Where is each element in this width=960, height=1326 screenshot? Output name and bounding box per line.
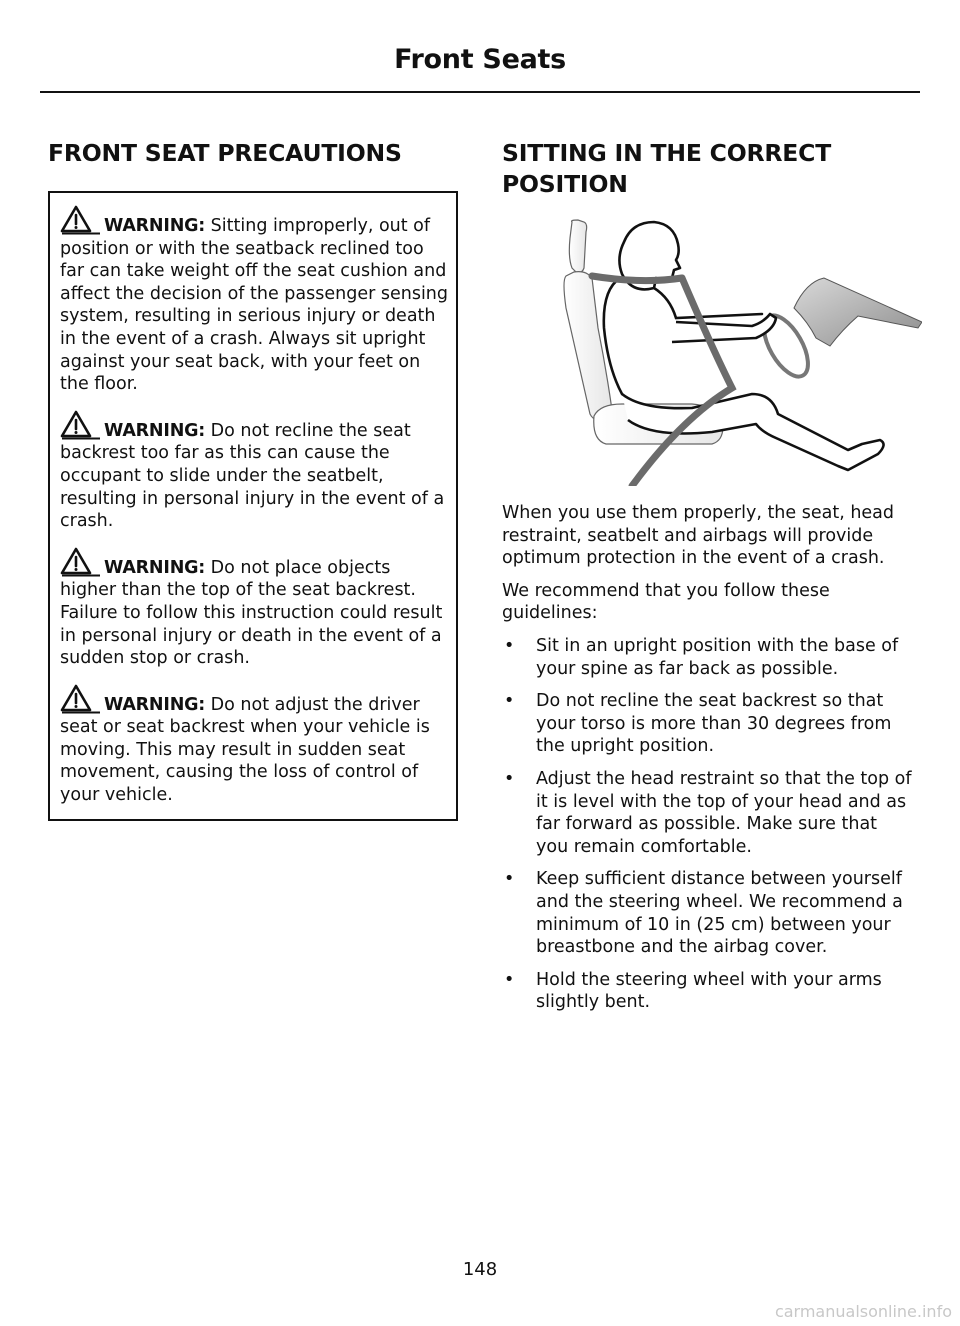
- warning-3: [60, 547, 448, 670]
- heading-line-1: SITTING IN THE CORRECT: [502, 139, 832, 167]
- page-title: Front Seats: [394, 44, 566, 75]
- bullet-dot: •: [504, 635, 515, 656]
- bullet-dot: •: [504, 969, 515, 990]
- warning-text: Sitting improperly, out of position or with the seatback reclined too far can take weight off the seat cushion and affect the decision of the passenger sensing system, resulting in serious injury or death in the event of a crash. Always sit upright against your seat back, with your feet on the floor.: [60, 216, 448, 395]
- right-column: [502, 138, 914, 1024]
- seated-driver-illustration: [562, 218, 922, 486]
- left-column: [48, 138, 458, 821]
- warning-triangle-icon: [60, 410, 100, 440]
- warning-triangle-icon: [60, 547, 100, 577]
- section-heading-front-seat-precautions: FRONT SEAT PRECAUTIONS: [48, 139, 402, 167]
- list-item: • Sit in an upright position with the base of your spine as far back as possible.: [504, 635, 899, 679]
- lead-paragraph: We recommend that you follow these guidelines:: [502, 580, 830, 624]
- warning-4: [60, 684, 448, 807]
- heading-line-2: POSITION: [502, 170, 628, 198]
- warning-text: Do not place objects higher than the top of the seat backrest. Failure to follow this instruction could result in personal injury or death in the event of a sudden stop or crash.: [60, 557, 443, 669]
- warning-text: Do not recline the seat backrest too far as this can cause the occupant to slide under the seatbelt, resulting in personal injury in the event of a crash.: [60, 420, 445, 532]
- warning-box: [48, 191, 458, 821]
- list-item: • Hold the steering wheel with your arms slightly bent.: [504, 969, 882, 1013]
- warning-1: [60, 205, 448, 396]
- list-item: • Adjust the head restraint so that the top of it is level with the top of your head and as far forward as possible. Make sure that you remain comfortable.: [504, 768, 912, 857]
- warning-text: Do not adjust the driver seat or seat backrest when your vehicle is moving. This may result in sudden seat movement, causing the loss of control of your vehicle.: [60, 694, 430, 806]
- header-divider: [40, 91, 920, 93]
- warning-triangle-icon: [60, 205, 100, 235]
- warning-2: [60, 410, 448, 533]
- bullet-dot: •: [504, 768, 515, 789]
- page-number: 148: [462, 1259, 498, 1280]
- list-item: • Do not recline the seat backrest so that your torso is more than 30 degrees from the upright position.: [504, 691, 892, 757]
- section-heading-sitting-position: [502, 138, 914, 200]
- guidelines-list: [502, 635, 914, 1014]
- warning-label: WARNING:: [104, 420, 206, 441]
- bullet-dot: •: [504, 869, 515, 890]
- warning-label: WARNING:: [104, 694, 206, 715]
- warning-label: WARNING:: [104, 216, 206, 236]
- list-item: • Keep sufficient distance between yourself and the steering wheel. We recommend a minimum of 10 in (25 cm) between your breastbone and the airbag cover.: [504, 869, 903, 958]
- warning-triangle-icon: [60, 684, 100, 714]
- warning-label: WARNING:: [104, 557, 206, 578]
- watermark: carmanualsonline.info: [774, 1302, 952, 1321]
- bullet-dot: •: [504, 691, 515, 712]
- intro-paragraph: When you use them properly, the seat, head restraint, seatbelt and airbags will provide optimum protection in the event of a crash.: [502, 503, 895, 569]
